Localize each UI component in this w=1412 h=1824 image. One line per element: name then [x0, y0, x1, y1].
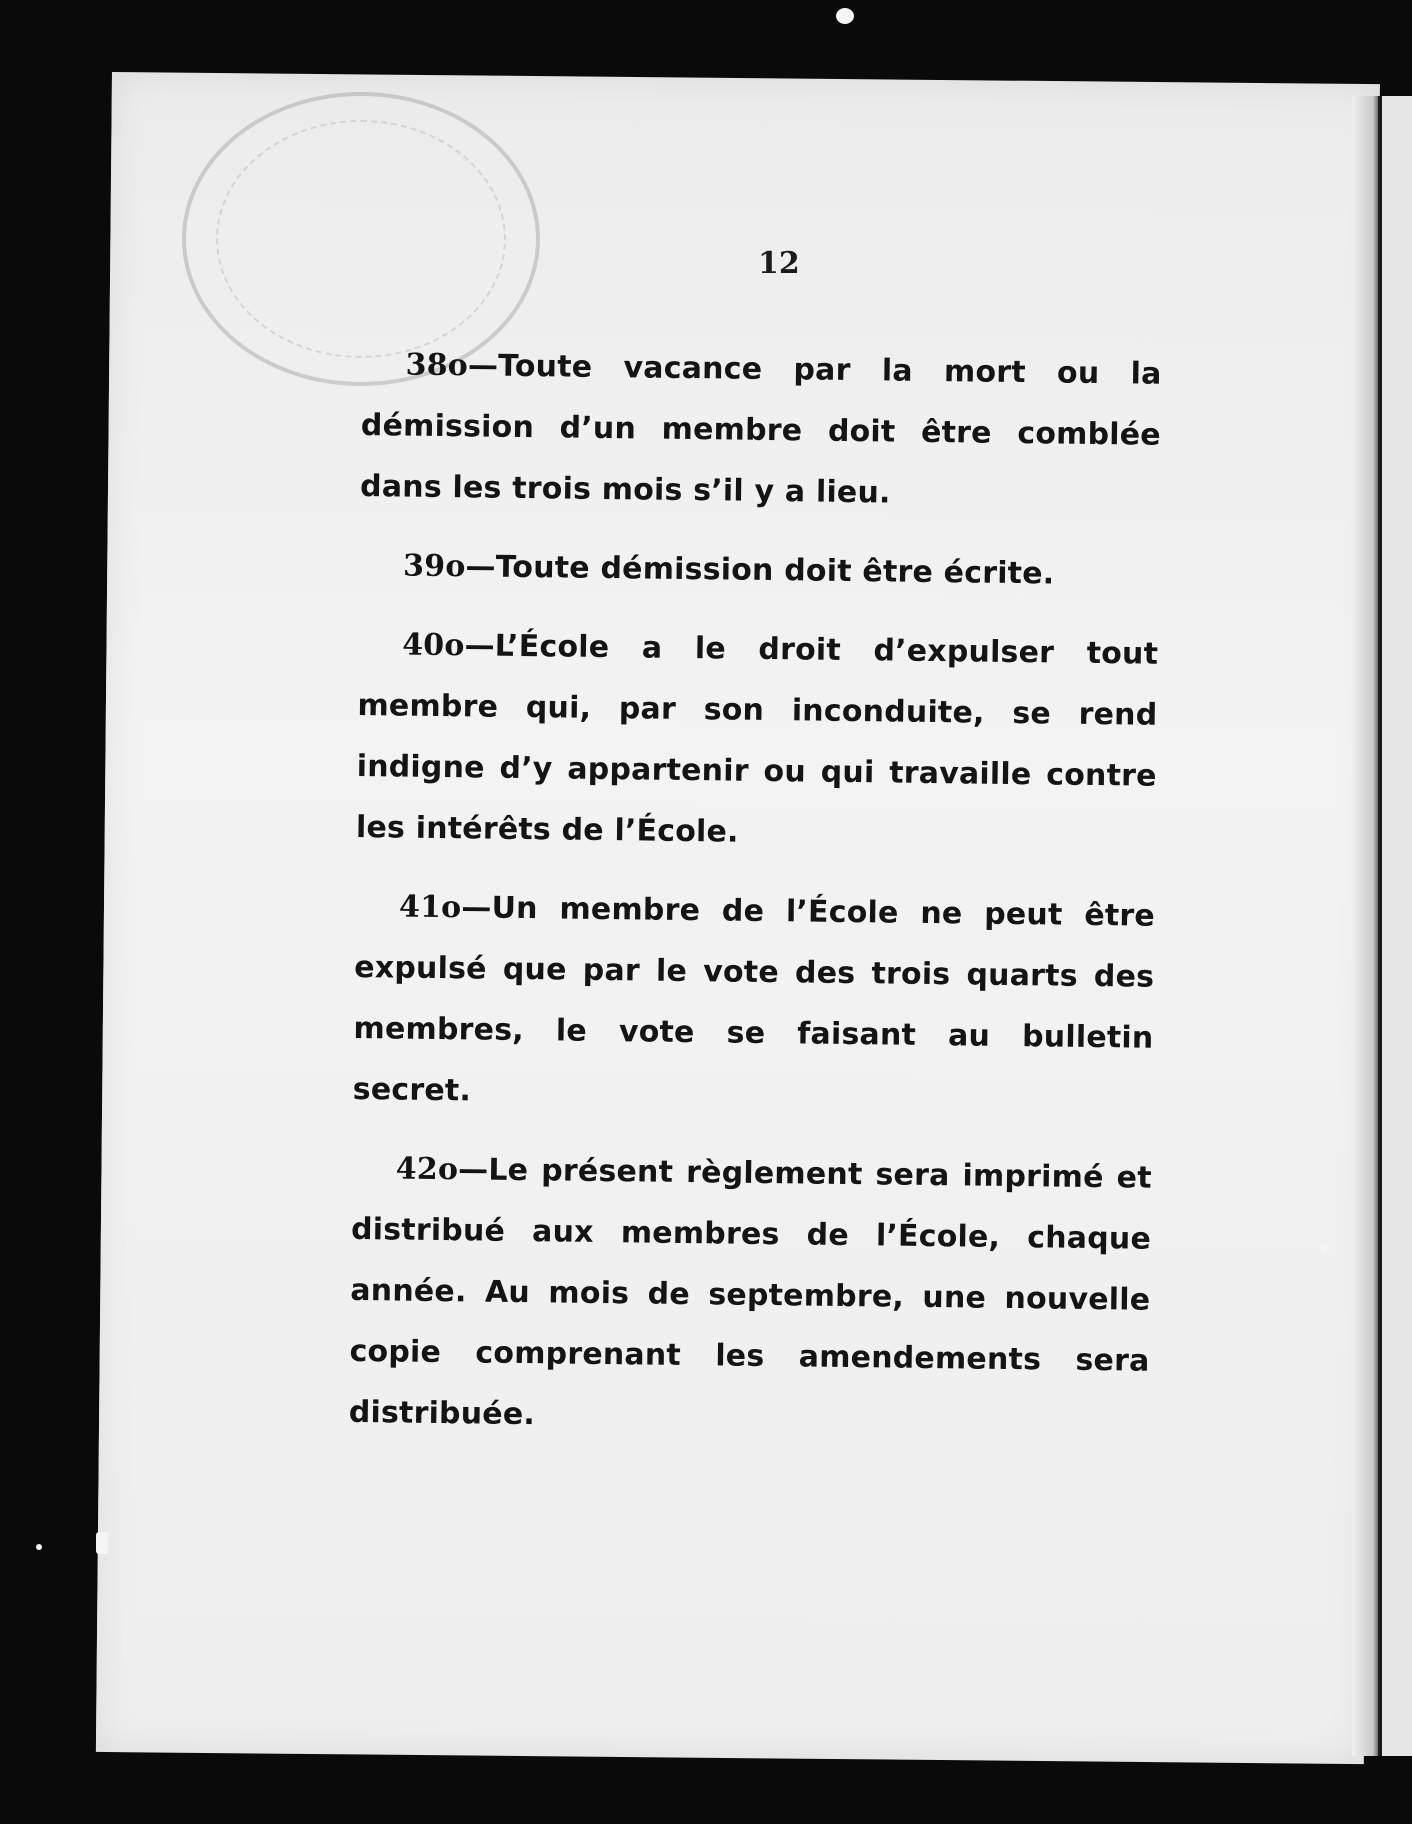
article-42 [348, 1138, 1152, 1453]
article-text: —Toute démission doit être écrite. [465, 549, 1055, 592]
article-39 [359, 535, 1160, 606]
scan-speck [1320, 1244, 1329, 1253]
article-41 [352, 876, 1155, 1130]
facing-page-edge [1378, 96, 1412, 1756]
article-text: —Toute vacance par la mort ou la démission d’un membre doit être comblée dans les trois mois s’il y a lieu. [359, 348, 1162, 511]
article-number: 40o [401, 627, 465, 664]
page-number: 12 [758, 246, 800, 281]
article-number: 41o [398, 889, 462, 926]
library-stamp-inner-ring [216, 120, 506, 358]
article-text: —Le présent règlement sera imprimé et distribué aux membres de l’École, chaque année. Au mois de septembre, une nouvelle copie comprenant les amendements sera distribuée. [348, 1152, 1152, 1433]
scan-speck [36, 1544, 42, 1550]
scan-speck [836, 8, 854, 24]
article-number: 39o [402, 548, 466, 585]
regulation-text [348, 334, 1162, 1471]
article-text: —L’École a le droit d’expulser tout membre qui, par son inconduite, se rend indigne d’y appartenir ou qui travaille contre les intérêts de l’École. [355, 628, 1159, 850]
article-text: —Un membre de l’École ne peut être expulsé que par le vote des trois quarts des membres, le vote se faisant au bulletin secret. [352, 890, 1156, 1109]
article-number: 42o [395, 1151, 459, 1188]
scan-speck [96, 1532, 108, 1554]
article-number: 38o [405, 347, 469, 384]
article-38 [360, 334, 1162, 527]
article-40 [356, 614, 1159, 868]
